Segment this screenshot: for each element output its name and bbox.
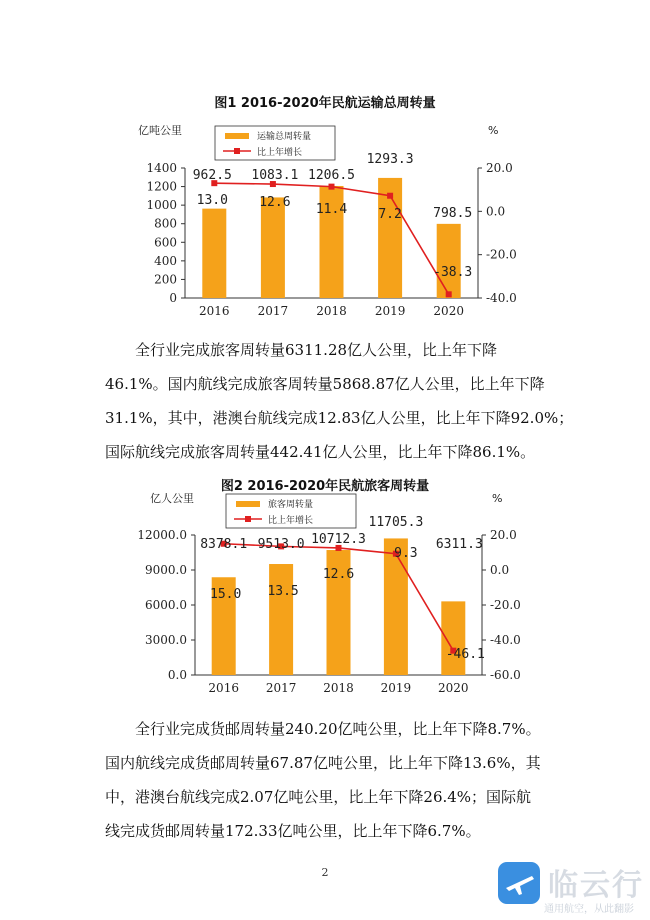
chart2-category-label: 2017 xyxy=(265,681,297,695)
chart2-growth-value-label: -46.1 xyxy=(445,647,485,662)
chart2-growth-value-label: 15.0 xyxy=(210,587,242,602)
chart1-bar-value-label: 1083.1 xyxy=(251,168,299,183)
chart1-right-tick-label: 0.0 xyxy=(486,204,506,219)
chart2-category-label: 2020 xyxy=(438,681,469,695)
para2-line-1: 全行业完成货邮周转量240.20亿吨公里，比上年下降8.7%。 xyxy=(135,720,541,738)
chart2-bar-2020 xyxy=(441,601,465,675)
chart2-right-tick-label: 20.0 xyxy=(490,528,517,542)
chart1-left-unit: 亿吨公里 xyxy=(138,124,182,137)
chart2-bar-value-label: 11705.3 xyxy=(368,515,424,530)
chart2-left-tick-label: 9000.0 xyxy=(145,563,187,577)
chart2-left-tick-label: 12000.0 xyxy=(137,528,187,542)
para2-line-3: 中，港澳台航线完成2.07亿吨公里，比上年下降26.4%；国际航 xyxy=(105,788,532,806)
chart2-right-unit: % xyxy=(492,492,503,505)
chart2-growth-value-label: 13.5 xyxy=(267,584,299,599)
chart1-left-tick-label: 1400 xyxy=(146,161,177,175)
chart2-category-label: 2019 xyxy=(380,681,412,695)
para1-line-4: 国际航线完成旅客周转量442.41亿人公里，比上年下降86.1%。 xyxy=(105,443,536,461)
chart2-bar-2017 xyxy=(269,564,293,675)
chart2-left-tick-label: 0.0 xyxy=(167,668,187,682)
chart2-legend-line-label: 比上年增长 xyxy=(268,516,314,526)
chart1-right-tick-label: -40.0 xyxy=(486,291,517,305)
chart2-bar-value-label: 8378.1 xyxy=(200,537,248,552)
chart2-right-tick-label: -60.0 xyxy=(490,668,521,682)
airplane-icon xyxy=(498,862,540,904)
chart2-right-tick-label: -20.0 xyxy=(490,598,521,612)
chart1-bar-value-label: 1206.5 xyxy=(308,168,355,183)
para2-line-4: 线完成货邮周转量172.33亿吨公里，比上年下降6.7%。 xyxy=(105,822,481,840)
chart2-right-tick-label: -40.0 xyxy=(490,633,521,647)
chart1-right-tick-label: -20.0 xyxy=(486,247,517,262)
para1-line-2: 46.1%。国内航线完成旅客周转量5868.87亿人公里，比上年下降 xyxy=(105,375,545,393)
chart1-bar-value-label: 962.5 xyxy=(192,168,232,183)
chart1-growth-value-label: 11.4 xyxy=(315,202,348,217)
chart1-legend-bar-label: 运输总周转量 xyxy=(257,132,312,142)
chart1-category-label: 2016 xyxy=(199,304,230,318)
chart1-left-tick-label: 800 xyxy=(154,216,177,231)
chart2-left-unit: 亿人公里 xyxy=(150,492,194,505)
chart2-legend-bar-label: 旅客周转量 xyxy=(268,500,314,510)
chart1-growth-value-label: 12.6 xyxy=(259,195,291,210)
chart1-title: 图1 2016-2020年民航运输总周转量 xyxy=(214,96,436,111)
chart2-left-tick-label: 3000.0 xyxy=(145,633,187,647)
chart2-growth-value-label: 9.3 xyxy=(394,546,418,561)
chart1-bar-value-label: 1293.3 xyxy=(366,152,414,167)
chart2-legend-bar-swatch xyxy=(236,501,260,507)
chart1-category-label: 2020 xyxy=(433,304,464,318)
para1-line-3: 31.1%，其中，港澳台航线完成12.83亿人公里，比上年下降92.0%； xyxy=(105,409,574,427)
chart1-right-unit: % xyxy=(488,124,499,137)
chart1-left-tick-label: 400 xyxy=(154,253,177,268)
chart1-legend-line-label: 比上年增长 xyxy=(257,148,303,158)
chart1-right-tick-label: 20.0 xyxy=(486,161,513,175)
chart1-category-label: 2017 xyxy=(257,304,289,318)
chart2-bar-value-label: 9513.0 xyxy=(257,537,305,552)
chart1-bar-value-label: 798.5 xyxy=(433,206,473,221)
chart1-left-tick-label: 600 xyxy=(154,235,177,250)
chart1-growth-value-label: 13.0 xyxy=(196,193,228,208)
watermark-subtitle: 通用航空，从此翻影 xyxy=(544,904,634,915)
page-number: 2 xyxy=(321,866,329,879)
chart2-left-tick-label: 6000.0 xyxy=(145,598,187,612)
watermark-logo xyxy=(498,860,646,918)
paragraph-cargo-turnover xyxy=(105,712,565,848)
chart2-legend-line-marker xyxy=(245,516,251,522)
chart2-bar-value-label: 6311.3 xyxy=(435,537,483,552)
chart1-left-tick-label: 1000 xyxy=(146,198,177,213)
chart2-bar-value-label: 10712.3 xyxy=(311,532,366,547)
watermark-title: 临云行 xyxy=(548,868,644,903)
chart2-growth-value-label: 12.6 xyxy=(322,567,355,582)
para2-line-2: 国内航线完成货邮周转量67.87亿吨公里，比上年下降13.6%，其 xyxy=(105,754,541,772)
chart1-growth-value-label: -38.3 xyxy=(433,265,473,280)
para1-line-1: 全行业完成旅客周转量6311.28亿人公里，比上年下降 xyxy=(135,341,498,359)
chart1-category-label: 2018 xyxy=(316,304,347,318)
chart1-left-tick-label: 0 xyxy=(169,291,177,305)
chart2-title: 图2 2016-2020年民航旅客周转量 xyxy=(220,479,430,494)
chart1-growth-value-label: 7.2 xyxy=(378,207,402,222)
chart2-category-label: 2016 xyxy=(208,681,239,695)
chart1-left-tick-label: 200 xyxy=(154,272,177,287)
chart1-category-label: 2019 xyxy=(374,304,406,318)
chart2-right-tick-label: 0.0 xyxy=(490,563,510,577)
chart1-left-tick-label: 1200 xyxy=(146,179,177,194)
chart2-category-label: 2018 xyxy=(323,681,354,695)
